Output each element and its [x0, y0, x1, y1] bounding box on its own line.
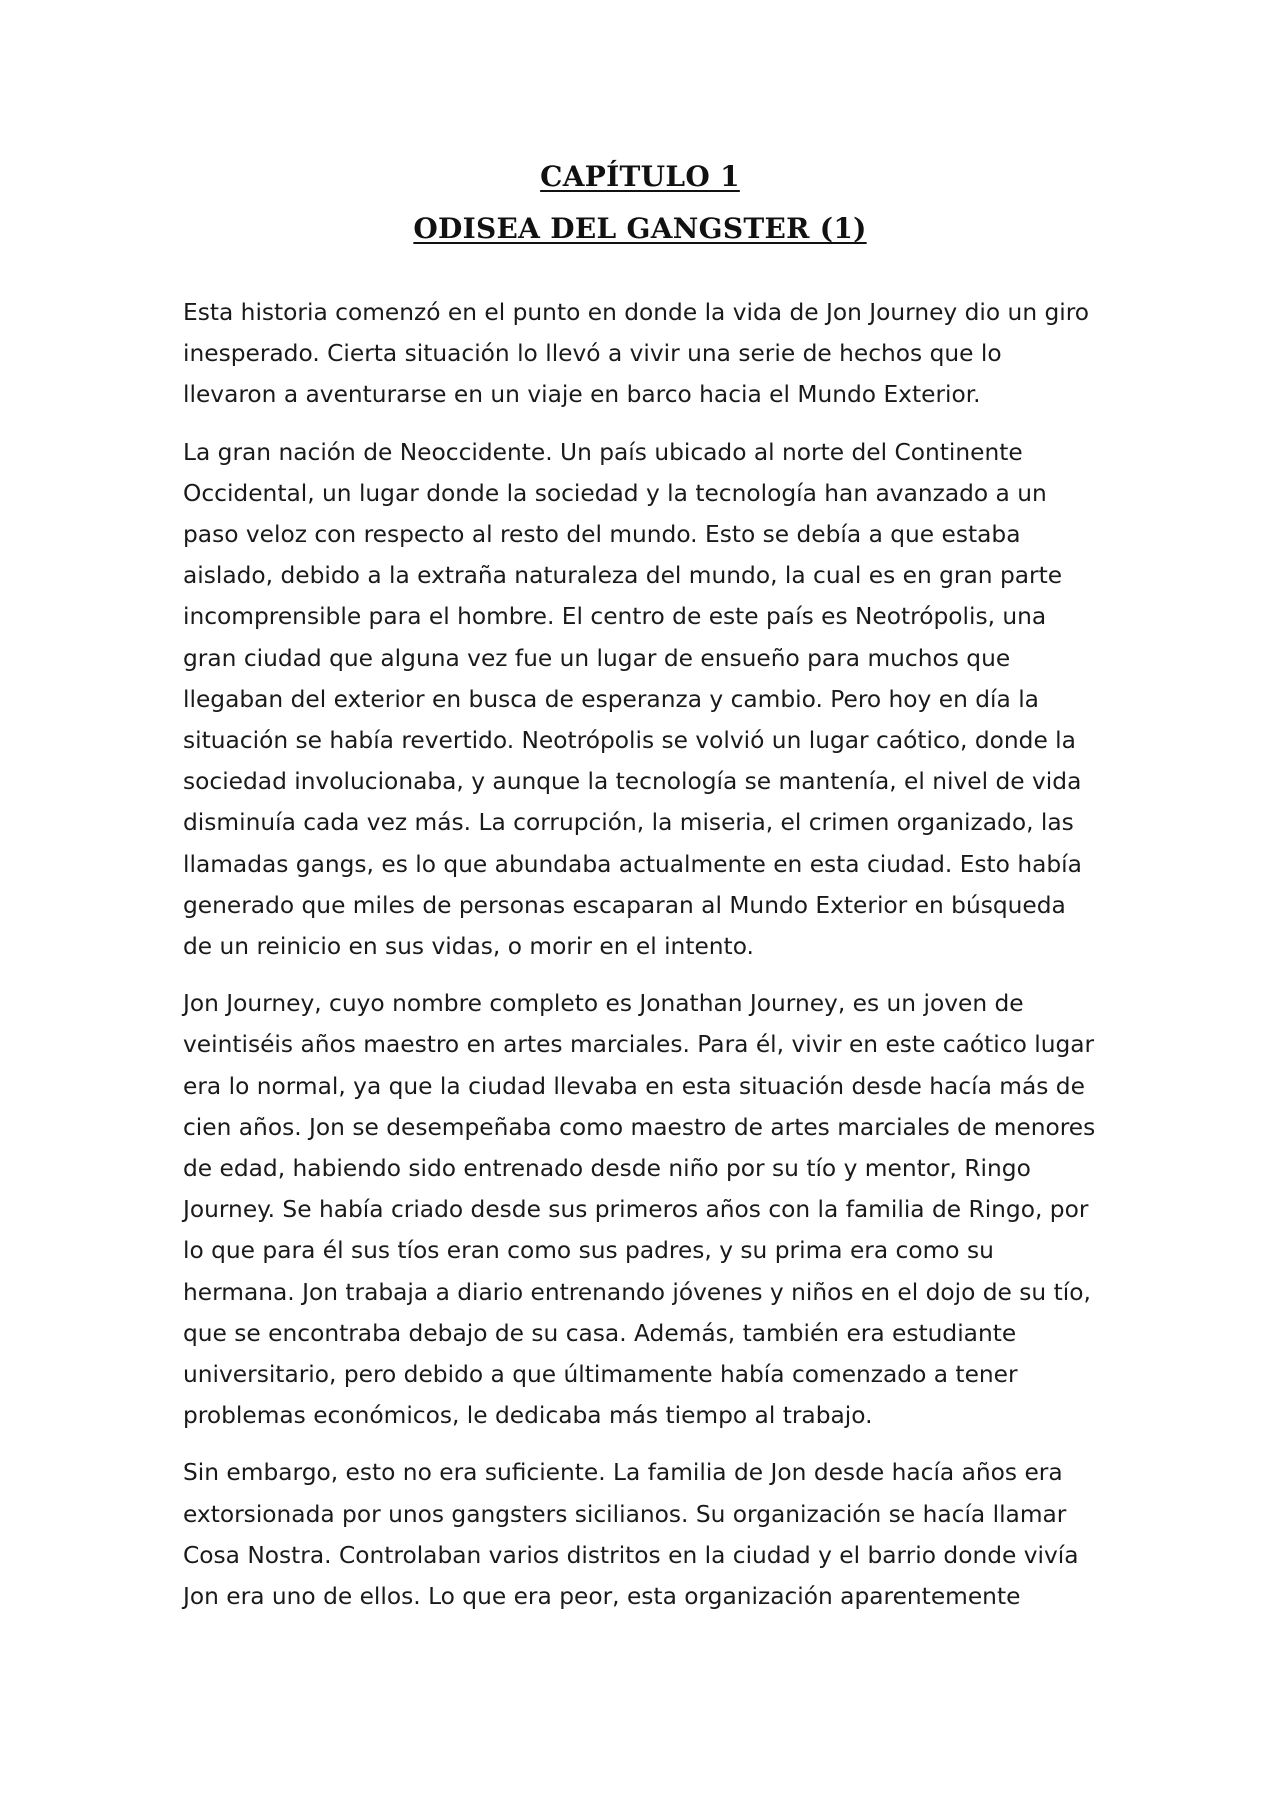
chapter-subtitle: ODISEA DEL GANGSTER (1) — [413, 212, 867, 245]
chapter-title: CAPÍTULO 1 — [540, 160, 740, 193]
paragraph-4: Sin embargo, esto no era suficiente. La familia de Jon desde hacía años era extorsionada por unos gangsters sicilianos. Su organización se hacía llamar Cosa Nostra. Controlaban varios distritos en la ciudad y el barrio donde vivía Jon era uno de ellos. Lo que era peor, esta organización aparentemente — [183, 1459, 1079, 1611]
paragraph-2: La gran nación de Neoccidente. Un país ubicado al norte del Continente Occidental, un lugar donde la sociedad y la tecnología han avanzado a un paso veloz con respecto al resto del mundo. Esto se debía a que estaba aislado, debido a la extraña naturaleza del mundo, la cual es en gran parte incomprensible para el hombre. El centro de este país es Neotrópolis, una gran ciudad que alguna vez fue un lugar de ensueño para muchos que llegaban del exterior en busca de esperanza y cambio. Pero hoy en día la situación se había revertido. Neotrópolis se volvió un lugar caótico, donde la sociedad involucionaba, y aunque la tecnología se mantenía, el nivel de vida disminuía cada vez más. La corrupción, la miseria, el crimen organizado, las llamadas gangs, es lo que abundaba actualmente en esta ciudad. Esto había generado que miles de personas escaparan al Mundo Exterior en búsqueda de un reinicio en sus vidas, o morir en el intento. — [183, 438, 1082, 961]
paragraph-3: Jon Journey, cuyo nombre completo es Jonathan Journey, es un joven de veintiséis años maestro en artes marciales. Para él, vivir en este caótico lugar era lo normal, ya que la ciudad llevaba en esta situación desde hacía más de cien años. Jon se desempeñaba como maestro de artes marciales de menores de edad, habiendo sido entrenado desde niño por su tío y mentor, Ringo Journey. Se había criado desde sus primeros años con la familia de Ringo, por lo que para él sus tíos eran como sus padres, y su prima era como su hermana. Jon trabaja a diario entrenando jóvenes y niños en el dojo de su tío, que se encontraba debajo de su casa. Además, también era estudiante universitario, pero debido a que últimamente había comenzado a tener problemas económicos, le dedicaba más tiempo al trabajo. — [183, 990, 1096, 1430]
chapter-body — [183, 292, 1098, 1633]
paragraph-1: Esta historia comenzó en el punto en donde la vida de Jon Journey dio un giro inesperado. Cierta situación lo llevó a vivir una serie de hechos que lo llevaron a aventurarse en un viaje en barco hacia el Mundo Exterior. — [183, 299, 1090, 409]
